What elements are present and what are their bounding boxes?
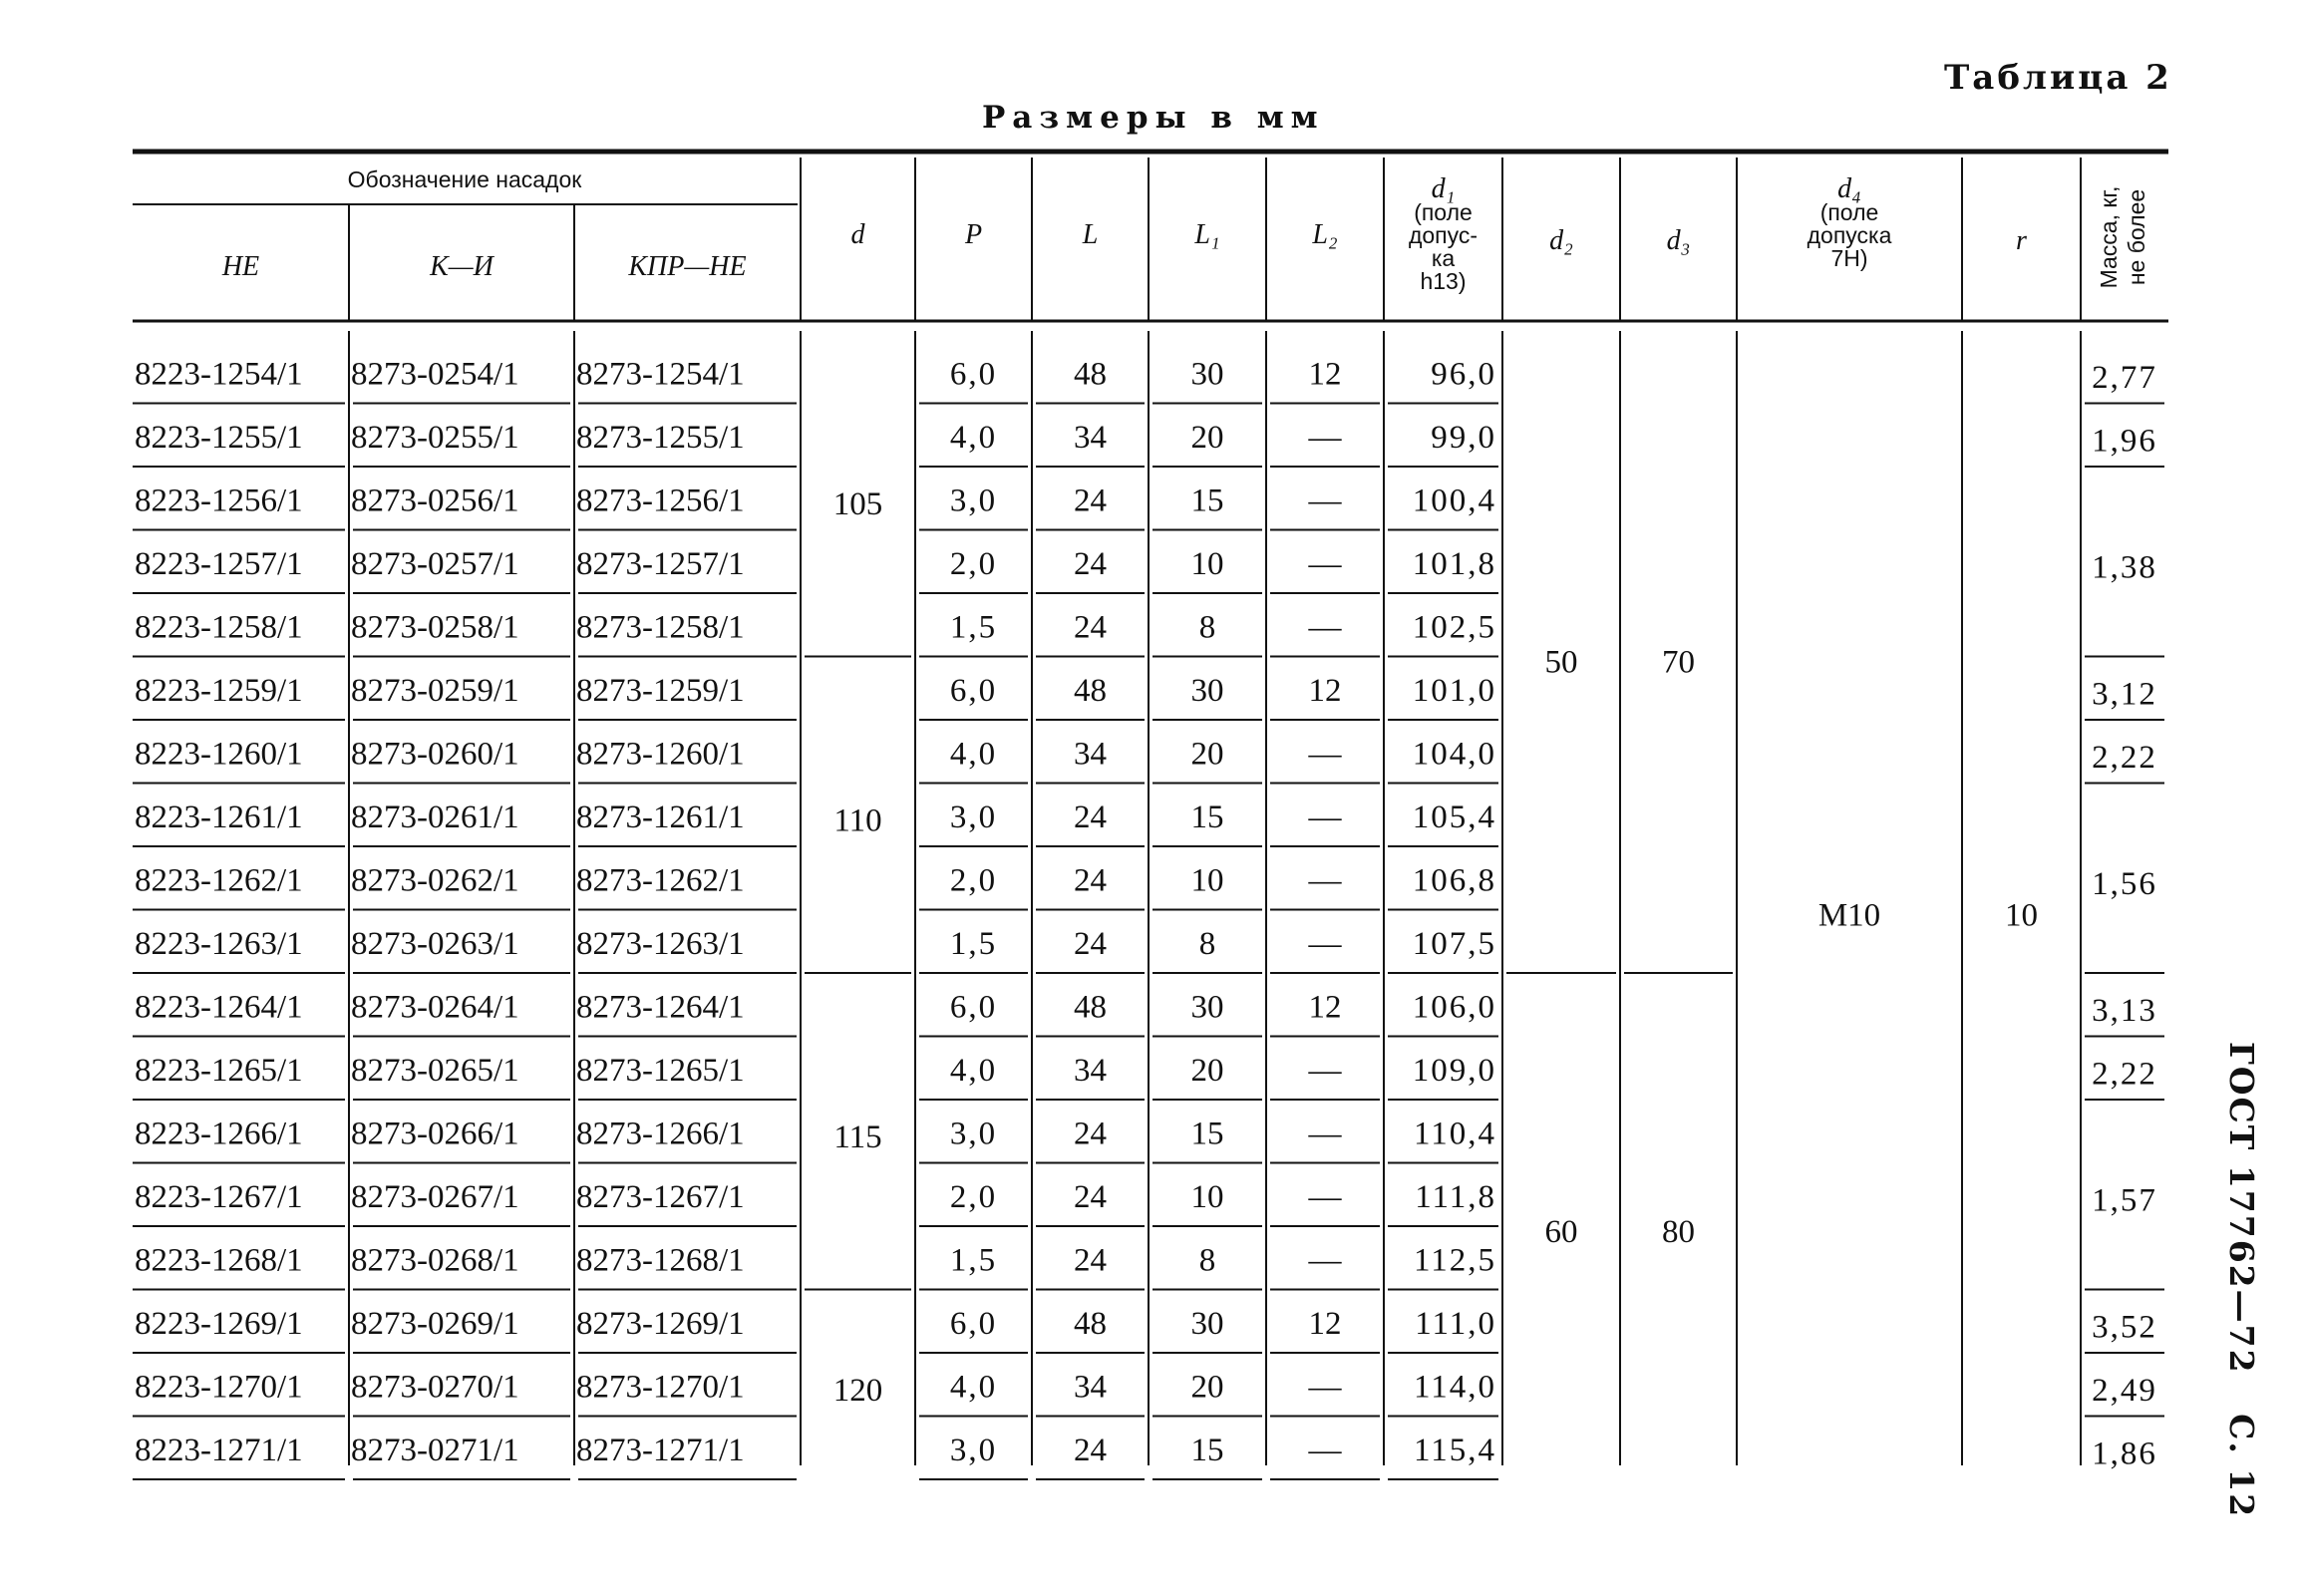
- cell-l1: 20: [1190, 736, 1224, 773]
- header-r: r: [2016, 225, 2027, 256]
- cell-l2: —: [1308, 420, 1342, 456]
- cell-ki: 8273-0258/1: [351, 609, 519, 646]
- cell-kprne: 8273-1265/1: [576, 1053, 745, 1089]
- cell-d1: 110,4: [1413, 1116, 1496, 1152]
- cell-ki: 8273-0261/1: [351, 799, 519, 835]
- cell-p: 2,0: [949, 546, 998, 582]
- cell-ki: 8273-0254/1: [351, 356, 519, 393]
- cell-l: 24: [1074, 1116, 1107, 1152]
- cell-l: 34: [1074, 736, 1107, 773]
- cell-d1: 109,0: [1412, 1053, 1496, 1089]
- header-l: L: [1082, 219, 1099, 250]
- cell-l2: —: [1308, 1242, 1342, 1279]
- cell-l: 24: [1074, 799, 1107, 835]
- header-k-i: К—И: [430, 251, 494, 282]
- cell-l2: —: [1308, 546, 1342, 582]
- cell-kprne: 8273-1264/1: [576, 989, 745, 1026]
- cell-ki: 8273-0269/1: [351, 1306, 519, 1342]
- page-number: С. 12: [2222, 1414, 2261, 1519]
- header-kpr-ne: КПР—НЕ: [628, 251, 747, 282]
- cell-l1: 20: [1190, 1053, 1224, 1089]
- cell-kprne: 8273-1257/1: [576, 546, 745, 582]
- cell-l2: —: [1308, 736, 1342, 773]
- cell-l1: 30: [1190, 989, 1224, 1026]
- cell-kprne: 8273-1254/1: [576, 356, 745, 393]
- cell-ne: 8223-1255/1: [135, 420, 303, 456]
- cell-mass_groups: 2,22: [2092, 739, 2157, 776]
- header-group-designation: Обозначение насадок: [347, 166, 582, 192]
- header-ne: НЕ: [221, 251, 260, 282]
- cell-l: 34: [1074, 420, 1107, 456]
- cell-ki: 8273-0266/1: [351, 1116, 519, 1152]
- cell-ki: 8273-0260/1: [351, 736, 519, 773]
- cell-ne: 8223-1257/1: [135, 546, 303, 582]
- cell-l1: 15: [1190, 799, 1224, 835]
- cell-p: 3,0: [949, 799, 998, 835]
- cell-d1: 96,0: [1431, 356, 1496, 393]
- cell-l1: 8: [1198, 609, 1216, 646]
- header-d2: d₂: [1549, 225, 1573, 256]
- cell-l1: 8: [1198, 926, 1216, 962]
- cell-d1: 111,8: [1415, 1179, 1496, 1215]
- cell-p: 2,0: [949, 862, 998, 899]
- cell-ne: 8223-1265/1: [135, 1053, 303, 1089]
- cell-d_groups: 110: [833, 802, 882, 839]
- cell-mass_groups: 2,22: [2092, 1056, 2157, 1093]
- cell-p: 3,0: [949, 482, 998, 519]
- cell-mass_groups: 1,57: [2092, 1182, 2157, 1219]
- cell-ki: 8273-0263/1: [351, 926, 519, 962]
- cell-l: 48: [1074, 989, 1107, 1026]
- cell-ne: 8223-1256/1: [135, 482, 303, 519]
- header-d1-line: допус-: [1408, 222, 1479, 248]
- cell-ne: 8223-1267/1: [135, 1179, 303, 1215]
- cell-ki: 8273-0262/1: [351, 862, 519, 899]
- table-label: Таблица 2: [1944, 58, 2172, 98]
- cell-l2: 12: [1308, 989, 1342, 1026]
- cell-mass_groups: 3,52: [2092, 1309, 2157, 1346]
- cell-kprne: 8273-1270/1: [576, 1369, 745, 1406]
- cell-l2: —: [1308, 1369, 1342, 1406]
- cell-p: 1,5: [949, 926, 998, 962]
- cell-mass_groups: 1,86: [2092, 1436, 2157, 1472]
- cell-l: 24: [1074, 926, 1107, 962]
- cell-l1: 15: [1190, 1116, 1224, 1152]
- cell-l: 48: [1074, 1306, 1107, 1342]
- cell-l2: —: [1308, 1433, 1342, 1468]
- cell-kprne: 8273-1268/1: [576, 1242, 745, 1279]
- cell-d_groups: 115: [833, 1118, 882, 1155]
- cell-d3_groups: 70: [1662, 644, 1695, 681]
- header-d4-line: допуска: [1807, 222, 1892, 248]
- header-mass-line: Масса, кг,: [2096, 185, 2122, 289]
- cell-p: 1,5: [949, 609, 998, 646]
- cell-d4_groups: M10: [1817, 897, 1881, 934]
- cell-d2_groups: 50: [1544, 644, 1578, 681]
- cell-l2: —: [1308, 799, 1342, 835]
- cell-d1: 106,0: [1412, 989, 1496, 1026]
- cell-d1: 100,4: [1412, 482, 1496, 519]
- cell-ne: 8223-1266/1: [135, 1116, 303, 1152]
- cell-mass_groups: 2,77: [2092, 359, 2157, 396]
- cell-kprne: 8273-1260/1: [576, 736, 745, 773]
- cell-l: 48: [1074, 673, 1107, 709]
- cell-ki: 8273-0267/1: [351, 1179, 519, 1215]
- cell-kprne: 8273-1271/1: [576, 1433, 745, 1468]
- cell-d_groups: 120: [832, 1372, 883, 1409]
- cell-l1: 20: [1190, 420, 1224, 456]
- cell-ki: 8273-0256/1: [351, 482, 519, 519]
- cell-l: 24: [1074, 482, 1107, 519]
- cell-p: 4,0: [949, 1053, 998, 1089]
- cell-kprne: 8273-1258/1: [576, 609, 745, 646]
- header-l2: L₂: [1312, 219, 1338, 250]
- cell-p: 6,0: [949, 356, 998, 393]
- cell-mass_groups: 2,49: [2092, 1372, 2157, 1409]
- cell-ne: 8223-1259/1: [135, 673, 303, 709]
- cell-kprne: 8273-1263/1: [576, 926, 745, 962]
- cell-d1: 105,4: [1412, 799, 1496, 835]
- cell-d1: 112,5: [1413, 1242, 1496, 1279]
- cell-l2: 12: [1308, 356, 1342, 393]
- cell-ne: 8223-1264/1: [135, 989, 303, 1026]
- header-l1: L₁: [1194, 219, 1220, 250]
- cell-p: 4,0: [949, 736, 998, 773]
- cell-ki: 8273-0255/1: [351, 420, 519, 456]
- cell-p: 3,0: [949, 1433, 998, 1468]
- cell-ki: 8273-0268/1: [351, 1242, 519, 1279]
- cell-ki: 8273-0257/1: [351, 546, 519, 582]
- header-d1-line: d₁: [1431, 173, 1456, 204]
- cell-d3_groups: 80: [1662, 1214, 1695, 1250]
- cell-p: 3,0: [949, 1116, 998, 1152]
- cell-ki: 8273-0270/1: [351, 1369, 519, 1406]
- cell-ne: 8223-1271/1: [135, 1433, 303, 1468]
- cell-d1: 111,0: [1415, 1306, 1496, 1342]
- cell-ne: 8223-1258/1: [135, 609, 303, 646]
- cell-mass_groups: 1,38: [2092, 549, 2157, 586]
- units-caption: Размеры в мм: [982, 100, 1325, 136]
- header-d1-line: ка: [1431, 245, 1456, 271]
- cell-l1: 15: [1190, 482, 1224, 519]
- cell-l1: 30: [1190, 1306, 1224, 1342]
- cell-l1: 8: [1198, 1242, 1216, 1279]
- cell-l1: 10: [1190, 546, 1224, 582]
- cell-kprne: 8273-1269/1: [576, 1306, 745, 1342]
- header-d4-line: 7H): [1830, 245, 1868, 271]
- cell-mass_groups: 1,96: [2092, 423, 2157, 460]
- cell-l: 48: [1074, 356, 1107, 393]
- cell-l2: —: [1308, 862, 1342, 899]
- cell-p: 6,0: [949, 1306, 998, 1342]
- cell-ne: 8223-1268/1: [135, 1242, 303, 1279]
- cell-mass_groups: 3,12: [2092, 676, 2157, 713]
- cell-l2: —: [1308, 482, 1342, 519]
- header-d3: d₃: [1666, 225, 1691, 256]
- header-d4-line: (поле: [1819, 199, 1879, 225]
- cell-kprne: 8273-1256/1: [576, 482, 745, 519]
- cell-l: 34: [1074, 1369, 1107, 1406]
- cell-l: 34: [1074, 1053, 1107, 1089]
- cell-l2: —: [1308, 926, 1342, 962]
- header-mass-line: не более: [2124, 188, 2149, 286]
- cell-kprne: 8273-1262/1: [576, 862, 745, 899]
- cell-d1: 102,5: [1412, 609, 1496, 646]
- cell-l2: 12: [1308, 673, 1342, 709]
- cell-mass_groups: 1,56: [2092, 865, 2157, 902]
- cell-p: 4,0: [949, 420, 998, 456]
- header-d1-line: h13): [1420, 268, 1467, 294]
- cell-p: 4,0: [949, 1369, 998, 1406]
- cell-l: 24: [1074, 1242, 1107, 1279]
- cell-ne: 8223-1263/1: [135, 926, 303, 962]
- cell-kprne: 8273-1259/1: [576, 673, 745, 709]
- cell-l2: —: [1308, 1116, 1342, 1152]
- cell-ne: 8223-1270/1: [135, 1369, 303, 1406]
- cell-d1: 101,8: [1412, 546, 1496, 582]
- cell-l1: 10: [1190, 1179, 1224, 1215]
- cell-l1: 15: [1190, 1433, 1224, 1468]
- header-d: d: [850, 219, 865, 250]
- cell-l: 24: [1074, 609, 1107, 646]
- cell-l: 24: [1074, 546, 1107, 582]
- cell-d2_groups: 60: [1544, 1214, 1578, 1250]
- cell-ne: 8223-1254/1: [135, 356, 303, 393]
- cell-p: 6,0: [949, 673, 998, 709]
- cell-ki: 8273-0265/1: [351, 1053, 519, 1089]
- cell-r_groups: 10: [2005, 897, 2038, 934]
- cell-d_groups: 105: [832, 485, 883, 522]
- cell-d1: 115,4: [1413, 1433, 1496, 1468]
- header-d1-line: (поле: [1414, 199, 1473, 225]
- cell-ne: 8223-1269/1: [135, 1306, 303, 1342]
- cell-l2: —: [1308, 1179, 1342, 1215]
- cell-ki: 8273-0264/1: [351, 989, 519, 1026]
- cell-kprne: 8273-1255/1: [576, 420, 745, 456]
- cell-p: 1,5: [949, 1242, 998, 1279]
- cell-d1: 107,5: [1412, 926, 1496, 962]
- cell-l2: —: [1308, 609, 1342, 646]
- cell-d1: 114,0: [1413, 1369, 1496, 1406]
- cell-kprne: 8273-1266/1: [576, 1116, 745, 1152]
- cell-ne: 8223-1260/1: [135, 736, 303, 773]
- cell-p: 2,0: [949, 1179, 998, 1215]
- standard-number: ГОСТ 17762—72: [2222, 1042, 2261, 1375]
- cell-l2: —: [1308, 1053, 1342, 1089]
- cell-l1: 30: [1190, 673, 1224, 709]
- cell-l1: 20: [1190, 1369, 1224, 1406]
- cell-kprne: 8273-1261/1: [576, 799, 745, 835]
- cell-l1: 10: [1190, 862, 1224, 899]
- cell-ki: 8273-0259/1: [351, 673, 519, 709]
- cell-ki: 8273-0271/1: [351, 1433, 519, 1468]
- cell-l: 24: [1074, 1433, 1107, 1468]
- cell-d1: 104,0: [1412, 736, 1496, 773]
- cell-ne: 8223-1262/1: [135, 862, 303, 899]
- cell-l2: 12: [1308, 1306, 1342, 1342]
- header-p: P: [964, 219, 983, 250]
- cell-ne: 8223-1261/1: [135, 799, 303, 835]
- cell-l: 24: [1074, 862, 1107, 899]
- cell-kprne: 8273-1267/1: [576, 1179, 745, 1215]
- header-d4-line: d₄: [1837, 173, 1861, 204]
- cell-l1: 30: [1190, 356, 1224, 393]
- cell-d1: 101,0: [1412, 673, 1496, 709]
- cell-mass_groups: 3,13: [2092, 992, 2157, 1029]
- cell-l: 24: [1074, 1179, 1107, 1215]
- cell-d1: 99,0: [1431, 420, 1496, 456]
- cell-p: 6,0: [949, 989, 998, 1026]
- cell-d1: 106,8: [1412, 862, 1496, 899]
